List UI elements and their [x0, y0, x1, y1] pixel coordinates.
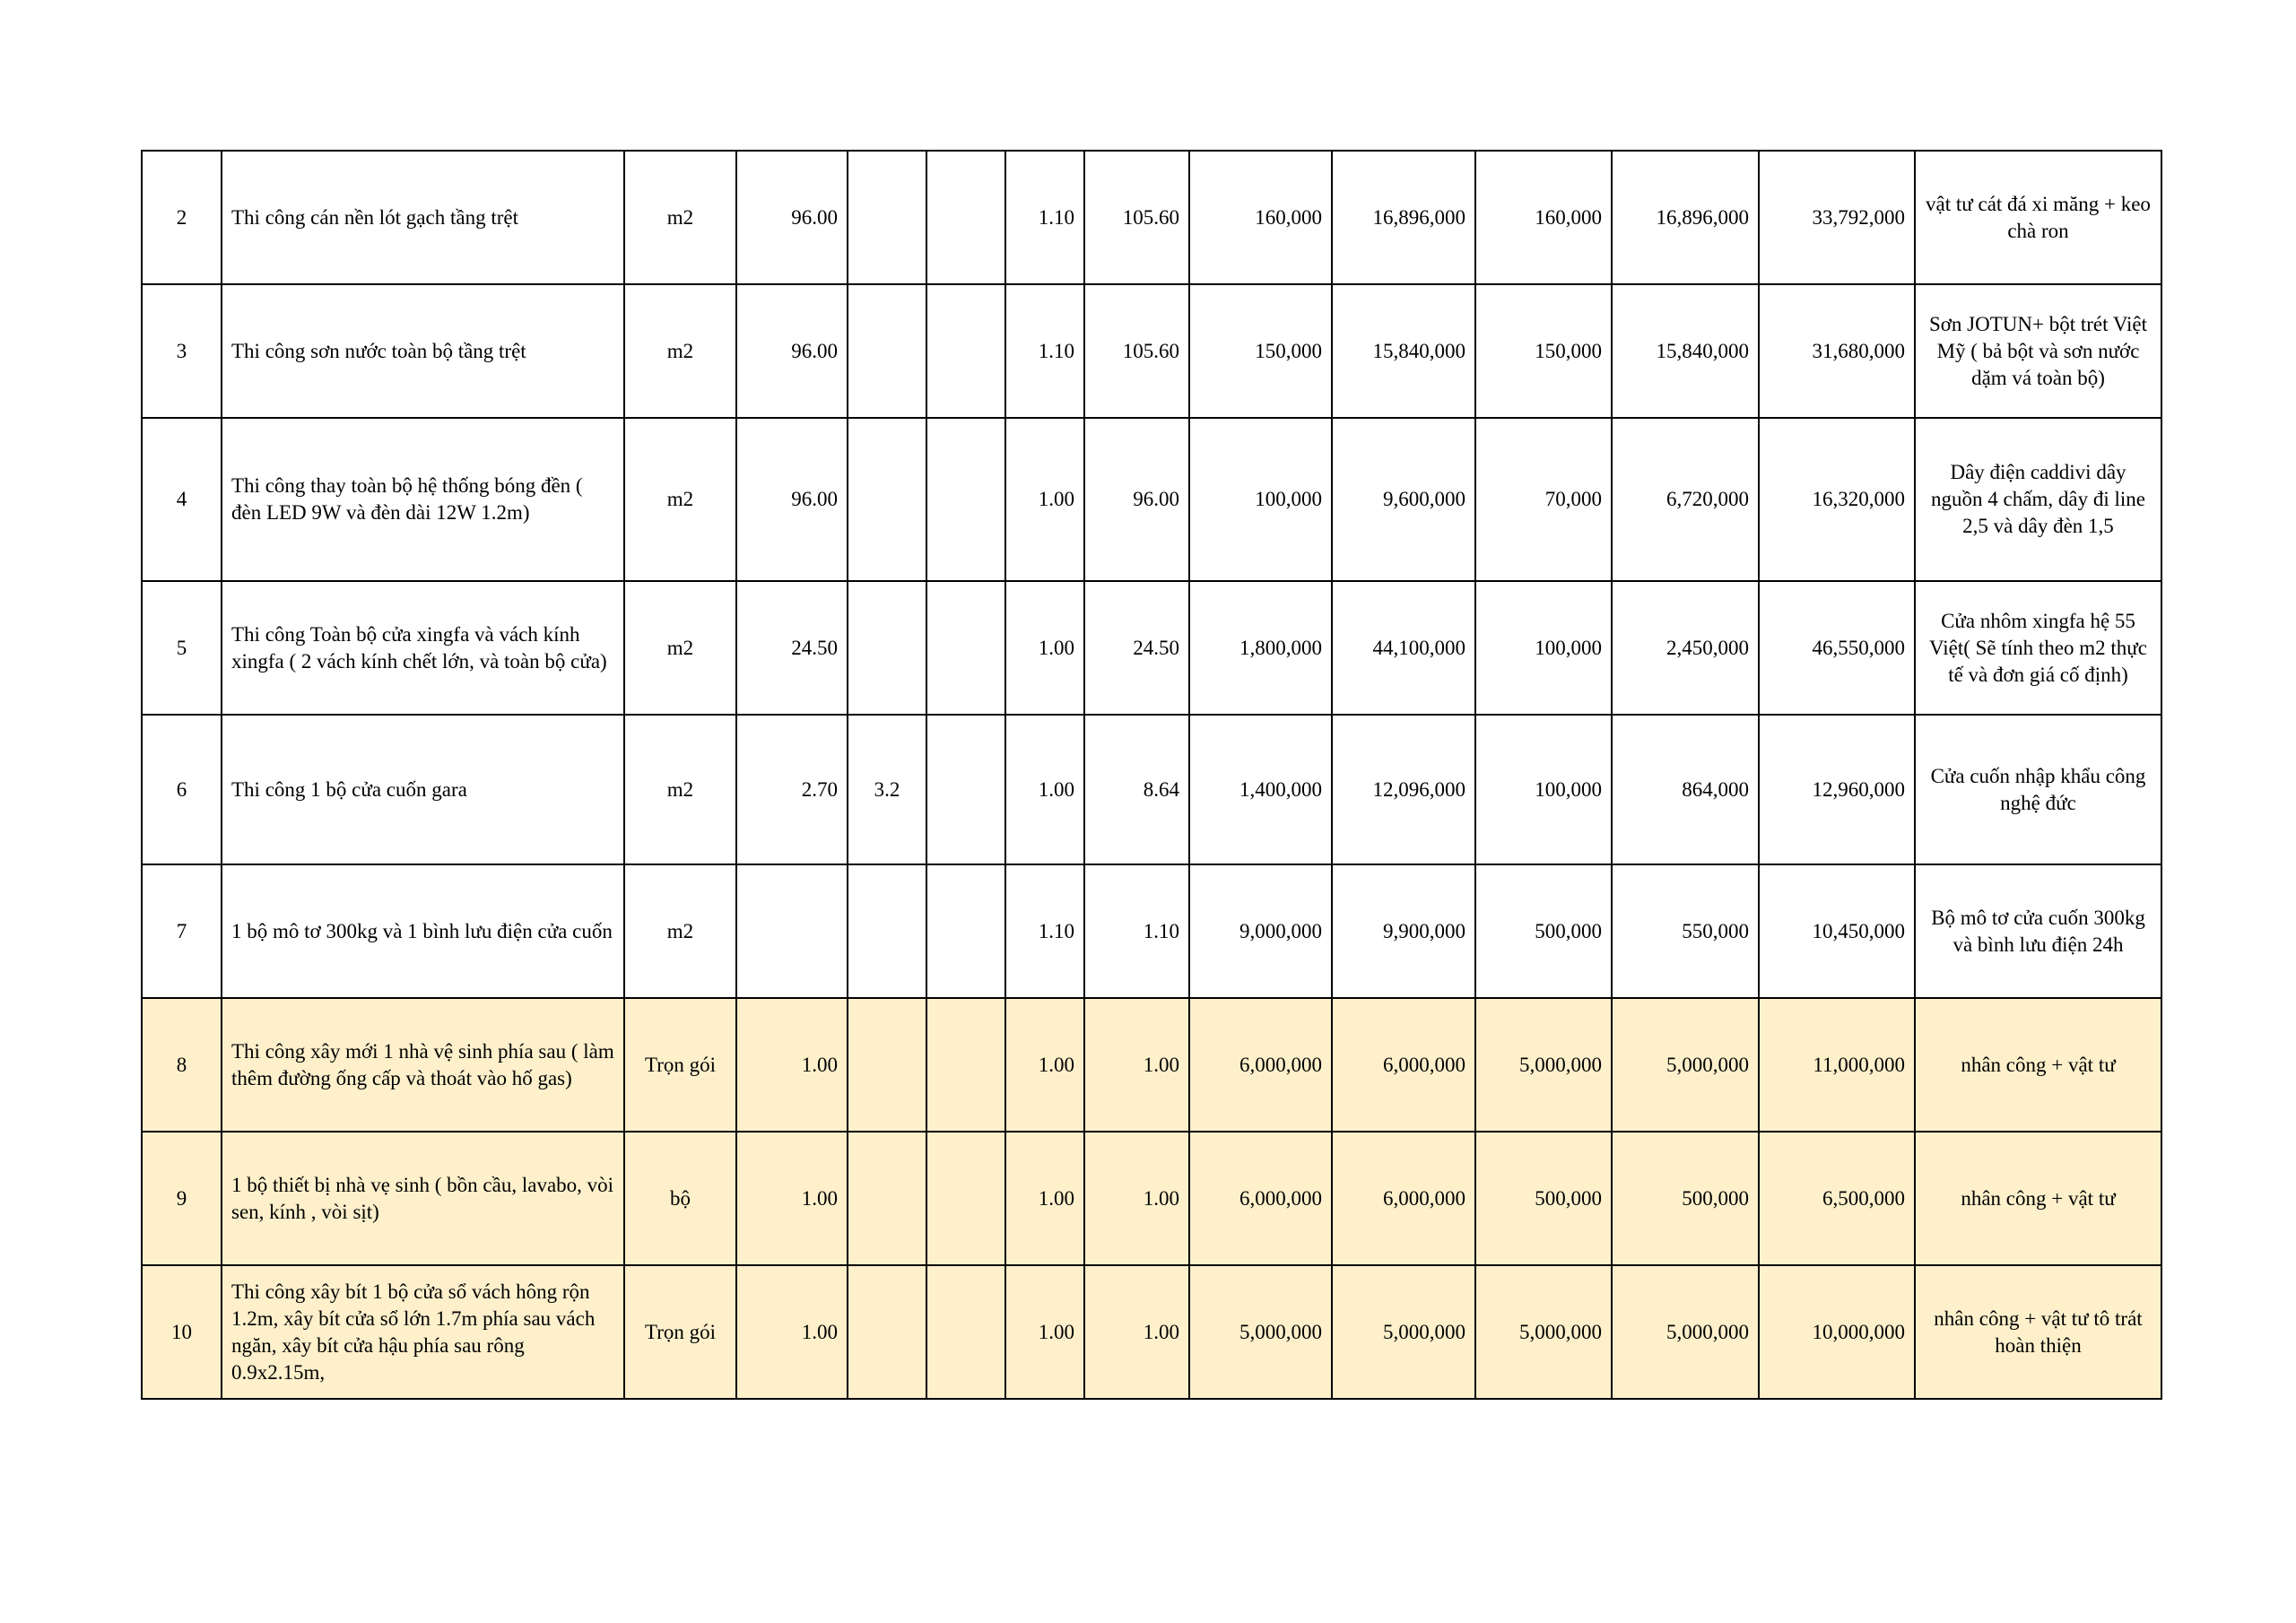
cell-width — [848, 151, 926, 284]
cell-length: 24.50 — [736, 581, 848, 715]
cell-labor-unit-price: 160,000 — [1475, 151, 1612, 284]
cell-stt: 10 — [142, 1265, 222, 1399]
cell-note: Dây điện caddivi dây nguồn 4 chấm, dây đi line 2,5 và dây đèn 1,5 — [1915, 418, 2161, 581]
cell-material-unit-price: 160,000 — [1189, 151, 1332, 284]
table-row — [142, 715, 2161, 864]
cell-length: 2.70 — [736, 715, 848, 864]
cell-material-amount: 6,000,000 — [1332, 1132, 1475, 1265]
cell-description: Thi công Toàn bộ cửa xingfa và vách kính xingfa ( 2 vách kính chết lớn, và toàn bộ cửa) — [222, 581, 624, 715]
cell-stt: 8 — [142, 998, 222, 1132]
cell-coefficient: 1.00 — [1005, 1265, 1084, 1399]
cell-labor-amount: 15,840,000 — [1612, 284, 1759, 418]
cell-length: 96.00 — [736, 418, 848, 581]
cell-height — [926, 1132, 1005, 1265]
cell-stt: 3 — [142, 284, 222, 418]
cell-quantity: 1.00 — [1084, 1132, 1189, 1265]
cell-coefficient: 1.10 — [1005, 864, 1084, 998]
cell-labor-amount: 500,000 — [1612, 1132, 1759, 1265]
cell-width — [848, 998, 926, 1132]
cell-material-amount: 12,096,000 — [1332, 715, 1475, 864]
cell-material-amount: 16,896,000 — [1332, 151, 1475, 284]
cell-unit: m2 — [624, 581, 736, 715]
cell-unit: bộ — [624, 1132, 736, 1265]
cell-coefficient: 1.00 — [1005, 998, 1084, 1132]
cell-stt: 2 — [142, 151, 222, 284]
table-row — [142, 581, 2161, 715]
cell-total: 11,000,000 — [1759, 998, 1915, 1132]
cell-width — [848, 1132, 926, 1265]
table-row — [142, 998, 2161, 1132]
cell-note: nhân công + vật tư — [1915, 1132, 2161, 1265]
cell-stt: 9 — [142, 1132, 222, 1265]
cell-width — [848, 1265, 926, 1399]
cell-total: 12,960,000 — [1759, 715, 1915, 864]
cell-total: 10,450,000 — [1759, 864, 1915, 998]
cell-material-unit-price: 6,000,000 — [1189, 1132, 1332, 1265]
cell-length: 96.00 — [736, 284, 848, 418]
cell-material-unit-price: 9,000,000 — [1189, 864, 1332, 998]
cell-unit: m2 — [624, 715, 736, 864]
cell-labor-unit-price: 5,000,000 — [1475, 1265, 1612, 1399]
cell-material-unit-price: 100,000 — [1189, 418, 1332, 581]
cell-labor-unit-price: 500,000 — [1475, 864, 1612, 998]
cell-height — [926, 284, 1005, 418]
cell-material-unit-price: 1,400,000 — [1189, 715, 1332, 864]
cell-note: nhân công + vật tư — [1915, 998, 2161, 1132]
cell-description: Thi công cán nền lót gạch tầng trệt — [222, 151, 624, 284]
cell-coefficient: 1.00 — [1005, 1132, 1084, 1265]
cell-note: Cửa nhôm xingfa hệ 55 Việt( Sẽ tính theo m2 thực tế và đơn giá cố định) — [1915, 581, 2161, 715]
cell-height — [926, 1265, 1005, 1399]
cell-description: 1 bộ thiết bị nhà vẹ sinh ( bồn cầu, lavabo, vòi sen, kính , vòi sịt) — [222, 1132, 624, 1265]
cell-quantity: 8.64 — [1084, 715, 1189, 864]
table-row — [142, 1132, 2161, 1265]
cell-unit: m2 — [624, 151, 736, 284]
cell-labor-amount: 16,896,000 — [1612, 151, 1759, 284]
cell-coefficient: 1.10 — [1005, 151, 1084, 284]
cell-material-amount: 9,600,000 — [1332, 418, 1475, 581]
cell-width — [848, 284, 926, 418]
cell-height — [926, 715, 1005, 864]
cell-note: vật tư cát đá xi măng + keo chà ron — [1915, 151, 2161, 284]
cell-width: 3.2 — [848, 715, 926, 864]
cell-quantity: 96.00 — [1084, 418, 1189, 581]
cell-quantity: 24.50 — [1084, 581, 1189, 715]
table-row — [142, 1265, 2161, 1399]
cell-labor-amount: 5,000,000 — [1612, 998, 1759, 1132]
cell-width — [848, 864, 926, 998]
cell-labor-amount: 6,720,000 — [1612, 418, 1759, 581]
table-row — [142, 864, 2161, 998]
cell-labor-amount: 5,000,000 — [1612, 1265, 1759, 1399]
cell-description: Thi công xây mới 1 nhà vệ sinh phía sau ( làm thêm đường ống cấp và thoát vào hố gas) — [222, 998, 624, 1132]
cell-length — [736, 864, 848, 998]
cell-stt: 5 — [142, 581, 222, 715]
cell-description: Thi công 1 bộ cửa cuốn gara — [222, 715, 624, 864]
table-row — [142, 418, 2161, 581]
cell-length: 1.00 — [736, 998, 848, 1132]
cell-quantity: 1.00 — [1084, 998, 1189, 1132]
cell-stt: 7 — [142, 864, 222, 998]
cell-material-amount: 44,100,000 — [1332, 581, 1475, 715]
cell-note: nhân công + vật tư tô trát hoàn thiện — [1915, 1265, 2161, 1399]
cell-material-unit-price: 1,800,000 — [1189, 581, 1332, 715]
cell-quantity: 105.60 — [1084, 284, 1189, 418]
cell-total: 31,680,000 — [1759, 284, 1915, 418]
cell-labor-amount: 550,000 — [1612, 864, 1759, 998]
cell-total: 6,500,000 — [1759, 1132, 1915, 1265]
cell-stt: 6 — [142, 715, 222, 864]
cell-length: 1.00 — [736, 1132, 848, 1265]
cell-labor-unit-price: 500,000 — [1475, 1132, 1612, 1265]
quotation-table-body — [142, 151, 2161, 1399]
cell-note: Sơn JOTUN+ bột trét Việt Mỹ ( bả bột và sơn nước dặm vá toàn bộ) — [1915, 284, 2161, 418]
cell-labor-unit-price: 100,000 — [1475, 581, 1612, 715]
cell-height — [926, 151, 1005, 284]
cell-labor-unit-price: 100,000 — [1475, 715, 1612, 864]
cell-unit: m2 — [624, 864, 736, 998]
cell-total: 46,550,000 — [1759, 581, 1915, 715]
cell-material-unit-price: 5,000,000 — [1189, 1265, 1332, 1399]
cell-labor-unit-price: 5,000,000 — [1475, 998, 1612, 1132]
cell-coefficient: 1.00 — [1005, 715, 1084, 864]
cell-material-amount: 15,840,000 — [1332, 284, 1475, 418]
cell-height — [926, 418, 1005, 581]
cell-width — [848, 581, 926, 715]
cell-total: 33,792,000 — [1759, 151, 1915, 284]
cell-description: Thi công xây bít 1 bộ cửa sổ vách hông rộn 1.2m, xây bít cửa sổ lớn 1.7m phía sau vách ngăn, xây bít cửa hậu phía sau rông 0.9x2.15m, — [222, 1265, 624, 1399]
cell-note: Cửa cuốn nhập khẩu công nghệ đức — [1915, 715, 2161, 864]
cell-quantity: 105.60 — [1084, 151, 1189, 284]
cell-labor-amount: 2,450,000 — [1612, 581, 1759, 715]
cell-height — [926, 864, 1005, 998]
cell-material-amount: 5,000,000 — [1332, 1265, 1475, 1399]
cell-coefficient: 1.10 — [1005, 284, 1084, 418]
cell-coefficient: 1.00 — [1005, 418, 1084, 581]
cell-unit: m2 — [624, 418, 736, 581]
cell-stt: 4 — [142, 418, 222, 581]
cell-description: Thi công thay toàn bộ hệ thống bóng đền ( đèn LED 9W và đèn dài 12W 1.2m) — [222, 418, 624, 581]
cell-labor-amount: 864,000 — [1612, 715, 1759, 864]
cell-total: 10,000,000 — [1759, 1265, 1915, 1399]
cell-unit: Trọn gói — [624, 998, 736, 1132]
cell-quantity: 1.00 — [1084, 1265, 1189, 1399]
cell-unit: m2 — [624, 284, 736, 418]
cell-material-amount: 9,900,000 — [1332, 864, 1475, 998]
cell-coefficient: 1.00 — [1005, 581, 1084, 715]
cell-height — [926, 581, 1005, 715]
cell-material-unit-price: 150,000 — [1189, 284, 1332, 418]
cell-total: 16,320,000 — [1759, 418, 1915, 581]
table-row — [142, 151, 2161, 284]
cell-material-unit-price: 6,000,000 — [1189, 998, 1332, 1132]
cell-description: Thi công sơn nước toàn bộ tầng trệt — [222, 284, 624, 418]
table-row — [142, 284, 2161, 418]
cell-note: Bộ mô tơ cửa cuốn 300kg và bình lưu điện 24h — [1915, 864, 2161, 998]
cell-height — [926, 998, 1005, 1132]
cell-unit: Trọn gói — [624, 1265, 736, 1399]
cell-description: 1 bộ mô tơ 300kg và 1 bình lưu điện cửa cuốn — [222, 864, 624, 998]
cell-quantity: 1.10 — [1084, 864, 1189, 998]
cell-width — [848, 418, 926, 581]
cell-labor-unit-price: 150,000 — [1475, 284, 1612, 418]
cell-labor-unit-price: 70,000 — [1475, 418, 1612, 581]
quotation-table — [141, 150, 2162, 1400]
cell-length: 1.00 — [736, 1265, 848, 1399]
cell-length: 96.00 — [736, 151, 848, 284]
cell-material-amount: 6,000,000 — [1332, 998, 1475, 1132]
